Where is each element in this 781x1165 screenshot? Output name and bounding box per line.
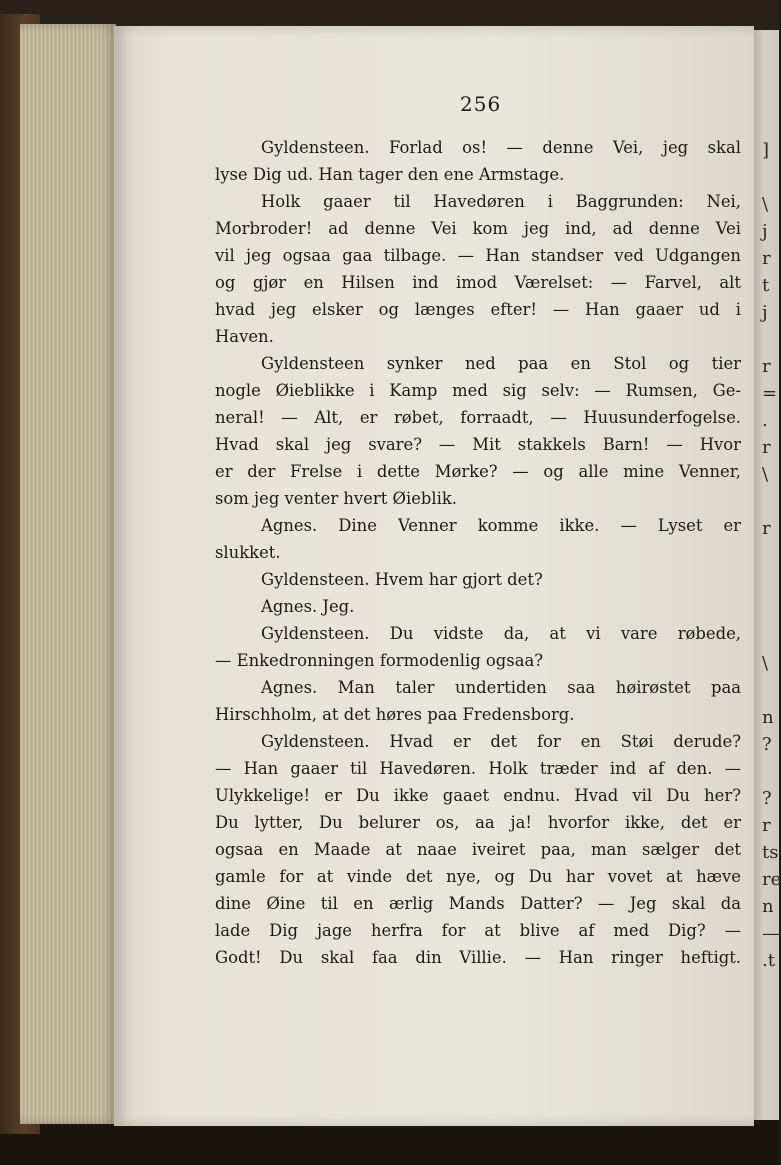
- next-page-fragment: re: [762, 869, 781, 890]
- text-line: gamle for at vinde det nye, og Du har vovet at hæve: [215, 867, 741, 886]
- text-line: Gyldensteen. Forlad os! — denne Vei, jeg skal: [261, 138, 741, 157]
- next-page-text-fragments: [762, 140, 781, 1000]
- next-page-fragment: r: [762, 356, 771, 377]
- page-number: 256: [460, 92, 502, 116]
- next-page-fragment: \: [762, 653, 769, 674]
- text-line: Hirschholm, at det høres paa Fredensborg.: [215, 705, 575, 724]
- text-line: Holk gaaer til Havedøren i Baggrunden: Nei,: [261, 192, 741, 211]
- text-line: — Han gaaer til Havedøren. Holk træder ind af den. —: [215, 759, 741, 778]
- text-line: neral! — Alt, er røbet, forraadt, — Huusunderfogelse.: [215, 408, 741, 427]
- next-page-fragment: ?: [762, 788, 772, 809]
- text-line: Agnes. Man taler undertiden saa høirøstet paa: [261, 678, 741, 697]
- next-page-fragment: \: [762, 464, 769, 485]
- text-line: nogle Øieblikke i Kamp med sig selv: — Rumsen, Ge-: [215, 381, 741, 400]
- stacked-page-edges: [20, 24, 116, 1124]
- next-page-fragment: ts: [762, 842, 779, 863]
- next-page-fragment: \: [762, 194, 769, 215]
- text-line: — Enkedronningen formodenlig ogsaa?: [215, 651, 544, 670]
- next-page-fragment: r: [762, 518, 771, 539]
- text-line: Gyldensteen. Du vidste da, at vi vare røbede,: [261, 624, 741, 643]
- next-page-fragment: n: [762, 896, 774, 917]
- text-line: Agnes. Dine Venner komme ikke. — Lyset er: [261, 516, 741, 535]
- next-page-fragment: .t: [762, 950, 775, 971]
- text-line: Morbroder! ad denne Vei kom jeg ind, ad denne Vei: [215, 219, 741, 238]
- next-page-fragment: —: [762, 923, 780, 944]
- text-line: Du lytter, Du belurer os, aa ja! hvorfor ikke, det er: [215, 813, 741, 832]
- page-text: [215, 134, 741, 971]
- next-page-fragment: j: [762, 221, 768, 242]
- text-line: er der Frelse i dette Mørke? — og alle mine Venner,: [215, 462, 741, 481]
- next-page-fragment: r: [762, 815, 771, 836]
- text-line: ogsaa en Maade at naae iveiret paa, man sælger det: [215, 840, 741, 859]
- next-page-fragment: ]: [762, 140, 770, 161]
- text-line: Gyldensteen. Hvad er det for en Støi derude?: [261, 732, 741, 751]
- text-line: og gjør en Hilsen ind imod Værelset: — Farvel, alt: [215, 273, 741, 292]
- text-line: som jeg venter hvert Øieblik.: [215, 489, 458, 508]
- text-line: hvad jeg elsker og længes efter! — Han gaaer ud i: [215, 300, 741, 319]
- text-line: Ulykkelige! er Du ikke gaaet endnu. Hvad vil Du her?: [215, 786, 741, 805]
- text-line: vil jeg ogsaa gaa tilbage. — Han standser ved Udgangen: [215, 246, 741, 265]
- text-line: lade Dig jage herfra for at blive af med Dig? —: [215, 921, 741, 940]
- next-page-fragment: =: [762, 383, 778, 404]
- text-line: dine Øine til en ærlig Mands Datter? — Jeg skal da: [215, 894, 741, 913]
- text-line: Haven.: [215, 327, 274, 346]
- next-page-fragment: ?: [762, 734, 772, 755]
- text-line: Gyldensteen synker ned paa en Stol og tier: [261, 354, 741, 373]
- next-page-fragment: n: [762, 707, 774, 728]
- text-line: Agnes. Jeg.: [261, 597, 355, 616]
- next-page-fragment: r: [762, 248, 771, 269]
- text-line: lyse Dig ud. Han tager den ene Armstage.: [215, 165, 565, 184]
- text-line: Godt! Du skal faa din Villie. — Han ringer heftigt.: [215, 948, 741, 967]
- text-line: slukket.: [215, 543, 281, 562]
- next-page-fragment: .: [762, 410, 768, 431]
- next-page-fragment: j: [762, 302, 768, 323]
- next-page-fragment: t: [762, 275, 770, 296]
- text-line: Gyldensteen. Hvem har gjort det?: [261, 570, 543, 589]
- text-line: Hvad skal jeg svare? — Mit stakkels Barn! — Hvor: [215, 435, 741, 454]
- next-page-fragment: r: [762, 437, 771, 458]
